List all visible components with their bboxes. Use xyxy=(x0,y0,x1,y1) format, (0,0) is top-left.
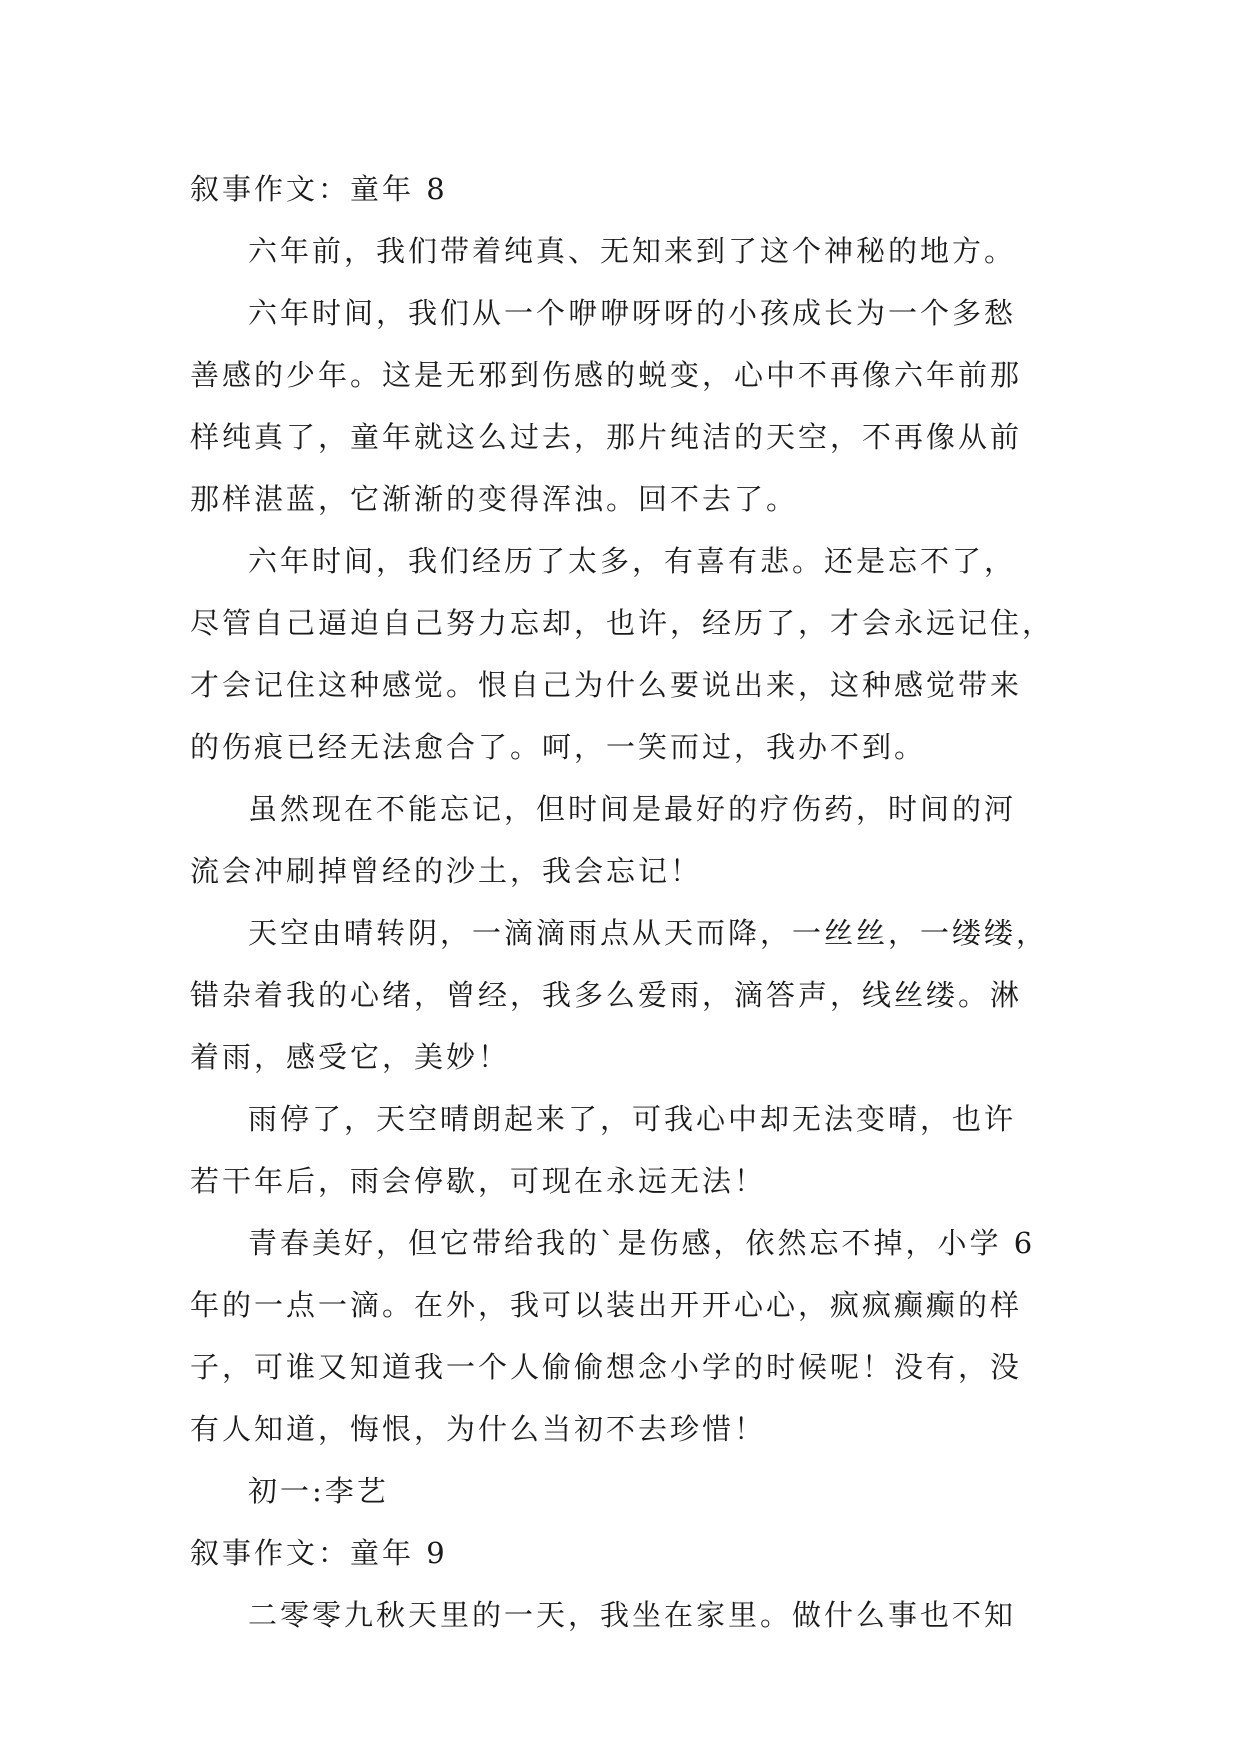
text-line: 流会冲刷掉曾经的沙土，我会忘记！ xyxy=(190,854,703,888)
paragraph xyxy=(190,778,1070,902)
text-line: 二零零九秋天里的一天，我坐在家里。做什么事也不知 xyxy=(248,1598,1017,1632)
text-line: 的伤痕已经无法愈合了。呵，一笑而过，我办不到。 xyxy=(190,730,927,764)
text-line: 青春美好，但它带给我的`是伤感，依然忘不掉，小学 6 xyxy=(248,1226,1036,1260)
text-line: 年的一点一滴。在外，我可以装出开开心心，疯疯癫癫的样 xyxy=(190,1288,1023,1322)
text-line: 虽然现在不能忘记，但时间是最好的疗伤药，时间的河 xyxy=(248,792,1017,826)
paragraph xyxy=(190,1584,1070,1646)
text-line: 着雨，感受它，美妙！ xyxy=(190,1040,511,1074)
paragraph xyxy=(190,282,1070,530)
text-line: 六年前，我们带着纯真、无知来到了这个神秘的地方。 xyxy=(248,234,1017,268)
paragraph xyxy=(190,1212,1070,1460)
article-body xyxy=(190,158,1070,1646)
author-name: 初一:李艺 xyxy=(248,1474,389,1508)
text-line: 六年时间，我们经历了太多，有喜有悲。还是忘不了， xyxy=(248,544,1017,578)
text-line: 有人知道，悔恨，为什么当初不去珍惜！ xyxy=(190,1412,767,1446)
paragraph xyxy=(190,530,1070,778)
text-line: 天空由晴转阴，一滴滴雨点从天而降，一丝丝，一缕缕， xyxy=(248,916,1049,950)
text-line: 那样湛蓝，它渐渐的变得浑浊。回不去了。 xyxy=(190,482,799,516)
text-line: 雨停了，天空晴朗起来了，可我心中却无法变晴，也许 xyxy=(248,1102,1017,1136)
text-line: 子，可谁又知道我一个人偷偷想念小学的时候呢！没有，没 xyxy=(190,1350,1023,1384)
text-line: 尽管自己逼迫自己努力忘却，也许，经历了，才会永远记住， xyxy=(190,606,1055,640)
author-line xyxy=(190,1460,1070,1522)
text-line: 错杂着我的心绪，曾经，我多么爱雨，滴答声，线丝缕。淋 xyxy=(190,978,1023,1012)
text-line: 才会记住这种感觉。恨自己为什么要说出来，这种感觉带来 xyxy=(190,668,1023,702)
essay-title: 叙事作文：童年 8 xyxy=(190,172,448,206)
paragraph xyxy=(190,1088,1070,1212)
text-line: 善感的少年。这是无邪到伤感的蜕变，心中不再像六年前那 xyxy=(190,358,1023,392)
text-line: 样纯真了，童年就这么过去，那片纯洁的天空，不再像从前 xyxy=(190,420,1023,454)
paragraph xyxy=(190,220,1070,282)
essay-title: 叙事作文：童年 9 xyxy=(190,1536,448,1570)
text-line: 若干年后，雨会停歇，可现在永远无法！ xyxy=(190,1164,767,1198)
text-line: 六年时间，我们从一个咿咿呀呀的小孩成长为一个多愁 xyxy=(248,296,1017,330)
paragraph xyxy=(190,902,1070,1088)
